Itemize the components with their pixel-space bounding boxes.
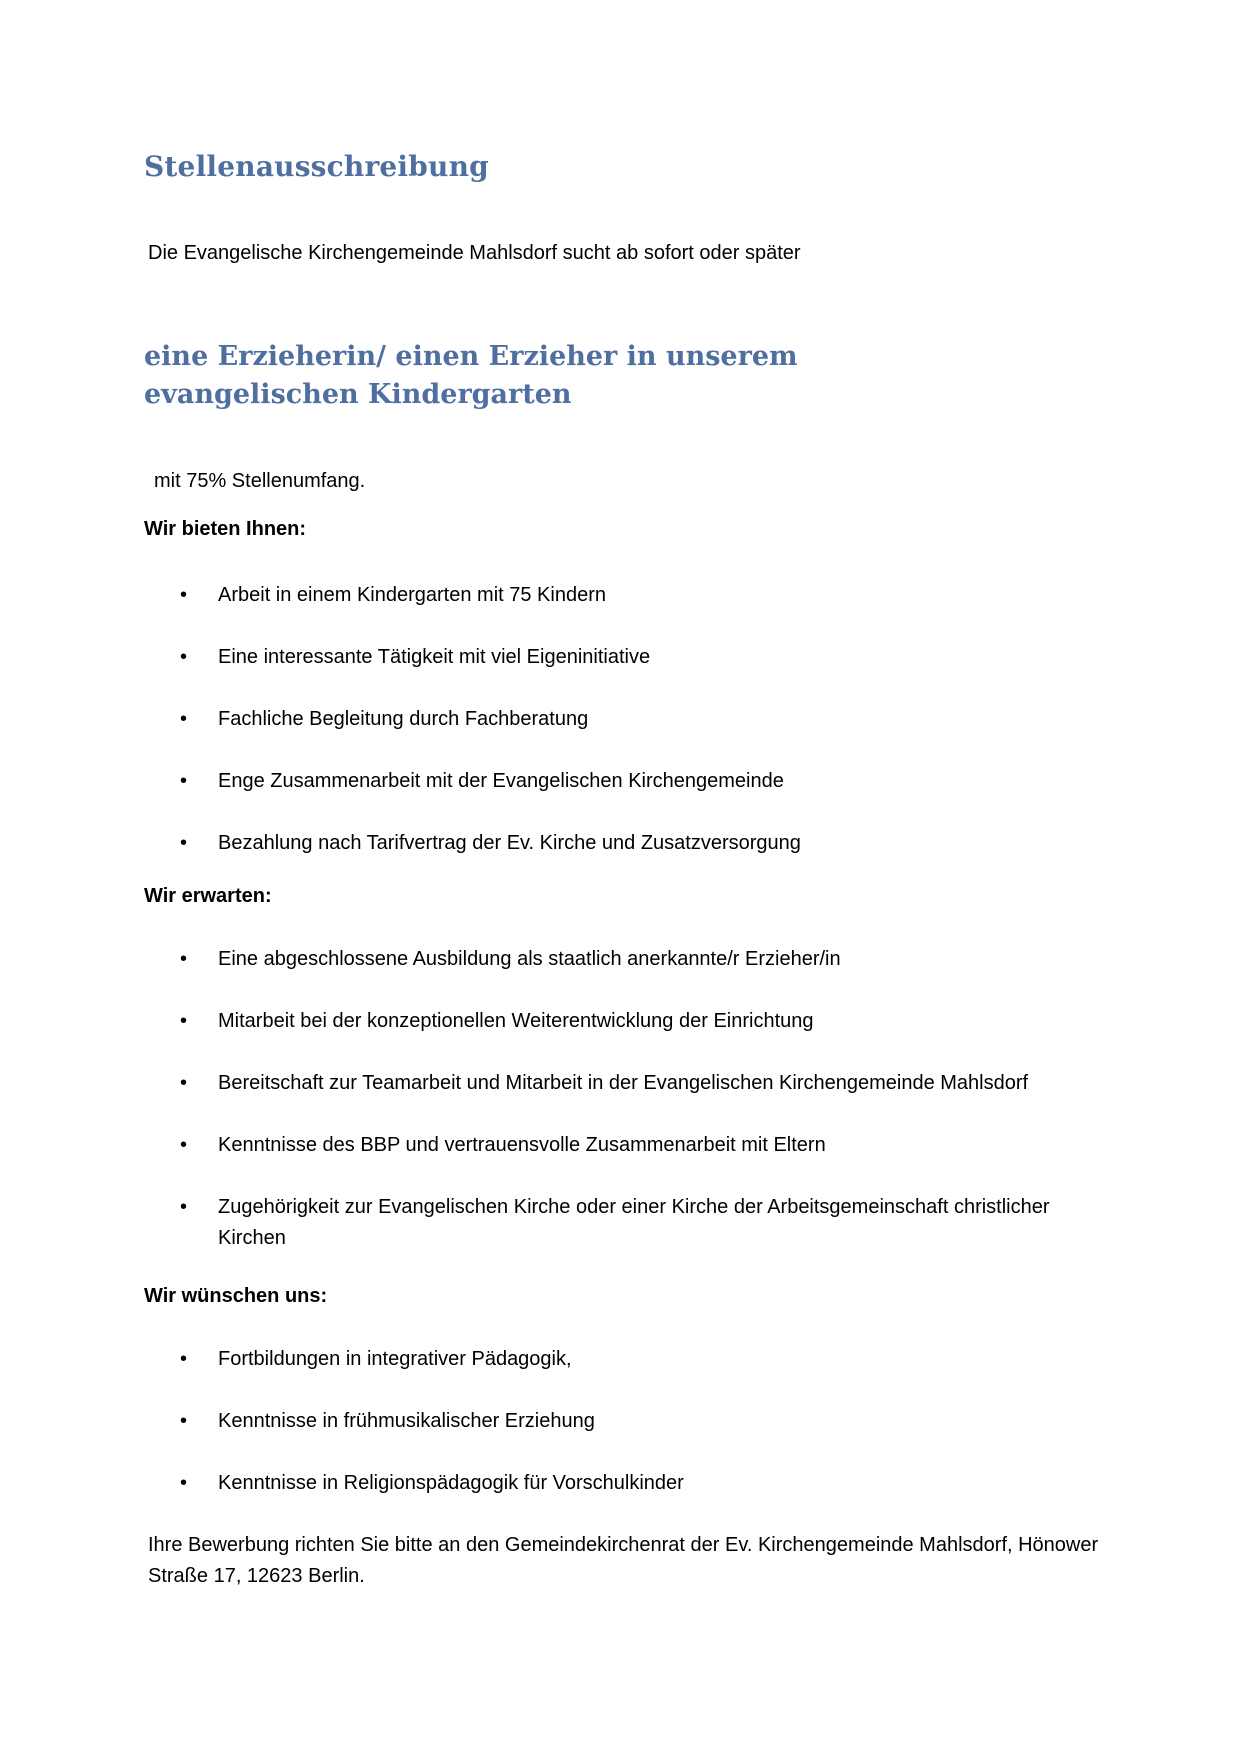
list-item-text: Zugehörigkeit zur Evangelischen Kirche oder einer Kirche der Arbeitsgemeinschaft christlicher Kirchen [218, 1196, 1050, 1249]
offer-section-label: Wir bieten Ihnen: [144, 518, 307, 540]
list-item-text: Eine abgeschlossene Ausbildung als staatlich anerkannte/r Erzieher/in [218, 948, 841, 970]
position-heading: eine Erzieherin/ einen Erzieher in unserem evangelischen Kindergarten [144, 341, 798, 410]
list-item-text: Enge Zusammenarbeit mit der Evangelischen Kirchengemeinde [218, 770, 784, 792]
page-title: Stellenausschreibung [144, 150, 489, 183]
list-item-text: Bezahlung nach Tarifvertrag der Ev. Kirche und Zusatzversorgung [218, 832, 801, 854]
list-item-text: Mitarbeit bei der konzeptionellen Weiterentwicklung der Einrichtung [218, 1010, 814, 1032]
bullet-icon: • [180, 1010, 188, 1032]
list-item-text: Bereitschaft zur Teamarbeit und Mitarbeit in der Evangelischen Kirchengemeinde Mahlsdorf [218, 1072, 1029, 1094]
list-item-text: Fachliche Begleitung durch Fachberatung [218, 708, 589, 730]
bullet-icon: • [180, 1072, 188, 1094]
bullet-icon: • [180, 1196, 188, 1218]
bullet-icon: • [180, 832, 188, 854]
list-item-text: Kenntnisse in Religionspädagogik für Vorschulkinder [218, 1472, 684, 1494]
bullet-icon: • [180, 1472, 188, 1494]
bullet-icon: • [180, 646, 188, 668]
bullet-icon: • [180, 584, 188, 606]
bullet-icon: • [180, 948, 188, 970]
bullet-icon: • [180, 708, 188, 730]
list-item-text: Arbeit in einem Kindergarten mit 75 Kindern [218, 584, 606, 606]
list-item-text: Kenntnisse in frühmusikalischer Erziehung [218, 1410, 595, 1432]
bullet-icon: • [180, 1134, 188, 1156]
list-item-text: Fortbildungen in integrativer Pädagogik, [218, 1348, 572, 1370]
list-item-text: Eine interessante Tätigkeit mit viel Eigeninitiative [218, 646, 651, 668]
bullet-icon: • [180, 1348, 188, 1370]
bullet-icon: • [180, 1410, 188, 1432]
expect-section-label: Wir erwarten: [144, 885, 272, 907]
scope-text: mit 75% Stellenumfang. [154, 470, 366, 492]
closing-text: Ihre Bewerbung richten Sie bitte an den Gemeindekirchenrat der Ev. Kirchengemeinde Mahlsdorf, Hönower Straße 17, 12623 Berlin. [148, 1534, 1099, 1587]
intro-text: Die Evangelische Kirchengemeinde Mahlsdorf sucht ab sofort oder später [148, 242, 801, 264]
list-item-text: Kenntnisse des BBP und vertrauensvolle Zusammenarbeit mit Eltern [218, 1134, 826, 1156]
bullet-icon: • [180, 770, 188, 792]
wish-section-label: Wir wünschen uns: [144, 1285, 328, 1307]
